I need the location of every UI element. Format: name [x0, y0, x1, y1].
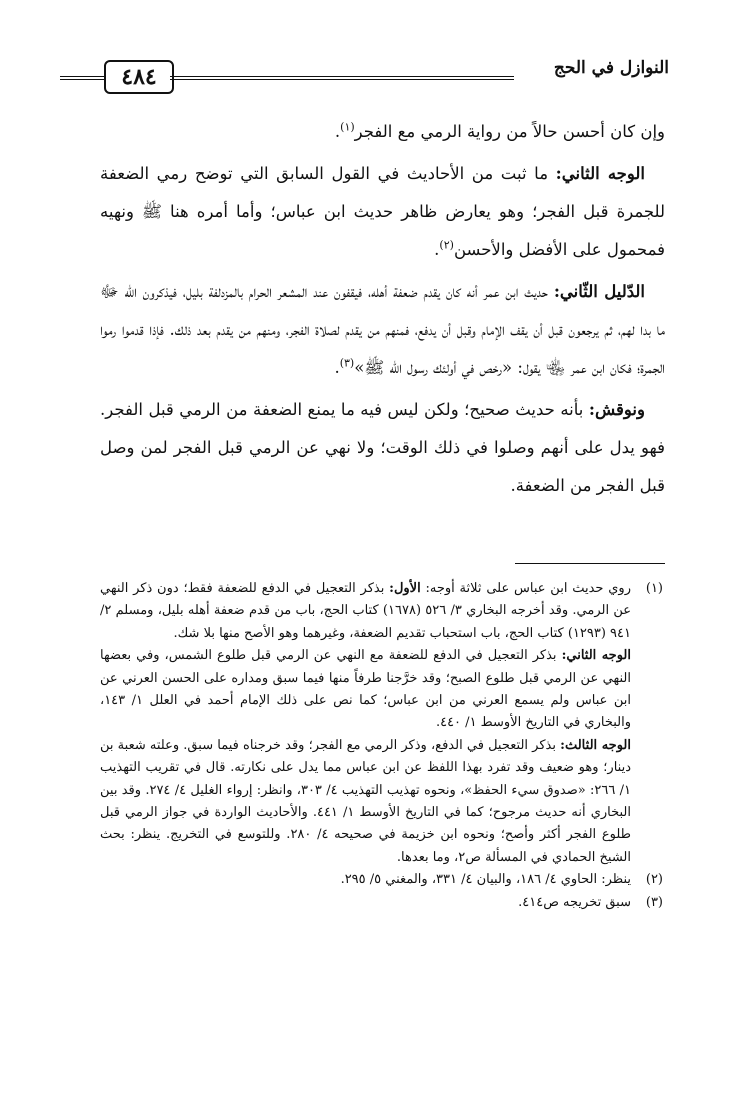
footnotes [100, 578, 663, 914]
footnote-ref[interactable]: (٢) [439, 238, 454, 252]
footnote-para [100, 735, 631, 869]
paragraph-end: . [334, 122, 341, 141]
footnote-para [100, 578, 631, 645]
footnote-para [100, 645, 631, 735]
paragraph-text: وإن كان أحسن حالاً من رواية الرمي مع الفجر [354, 122, 665, 141]
running-title: النوازل في الحج [553, 58, 669, 78]
footnote-label: الوجه الثاني: [561, 648, 631, 664]
footnote-text: بذكر التعجيل في الدفع للضعفة فقط؛ دون ذكر النهي عن الرمي. وقد أخرجه البخاري ٣/ ٥٢٦ (١٦٧٨) كتاب الحج، باب من قدم ضعفة أهله بليل، ومسلم ٢/ ٩٤١ (١٢٩٣) كتاب الحج، باب استحباب تقديم الضعفة، وغيرهما وهو الأصح منها بلا شك. [100, 581, 631, 641]
paragraph-4 [100, 391, 665, 505]
footnote-text: روي حديث ابن عباس على ثلاثة أوجه: [420, 581, 631, 596]
section-label: الدّليل الثّاني: [553, 282, 645, 301]
paragraph-text: ما ثبت من الأحاديث في القول السابق التي توضح رمي الضعفة للجمرة قبل الفجر؛ وهو يعارض ظاهر حديث ابن عباس؛ وأما أمره هنا ﷺ ونهيه فمحمول على الأفضل والأحسن [100, 164, 665, 259]
footnote-label: الوجه الثالث: [560, 737, 631, 753]
header-rule-end [60, 76, 104, 80]
paragraph-1 [100, 113, 665, 151]
footnote-number: (١) [645, 581, 663, 596]
header-rule [170, 76, 514, 80]
paragraph-end: . [434, 240, 440, 259]
footnote-number: (٣) [645, 894, 663, 910]
footnote-number: (٢) [645, 872, 663, 888]
footnote-ref[interactable]: (١) [340, 120, 355, 134]
footnote-1 [100, 578, 663, 869]
footnote-text: سبق تخريجه ص٤١٤. [518, 894, 631, 910]
page-number: ٤٨٤ [104, 60, 174, 94]
paragraph-text: بأنه حديث صحيح؛ ولكن ليس فيه ما يمنع الضعفة من الرمي قبل الفجر. فهو يدل على أنهم وصلوا في ذلك الوقت؛ ولا نهي عن الرمي قبل الفجر لمن وصل قبل الفجر من الضعفة. [100, 400, 665, 495]
paragraph-text: حديث ابن عمر أنه كان يقدم ضعفة أهله، فيقفون عند المشعر الحرام بالمزدلفة بليل، فيذكرون الله ﷻ ما بدا لهم، ثم يرجعون قبل أن يقف الإمام وقبل أن يدفع، فمنهم من يقدم لصلاة الفجر، ومنهم من يقدم بعد ذلك. فإذا قدموا رموا الجمرة؛ فكان ابن عمر ﵄ يقول: «رخص في أولئك رسول الله ﷺ» [100, 282, 665, 377]
page-header [60, 54, 669, 94]
footnote-2 [100, 869, 663, 891]
paragraph-2 [100, 155, 665, 269]
footnote-separator [515, 563, 665, 564]
main-text [100, 113, 665, 509]
footnote-ref[interactable]: (٣) [339, 356, 355, 370]
paragraph-3 [100, 273, 665, 387]
footnote-label: الأول: [389, 581, 421, 596]
paragraph-end: . [334, 358, 340, 377]
section-label: ونوقش: [588, 400, 645, 419]
footnote-text: ينظر: الحاوي ٤/ ١٨٦، والبيان ٤/ ٣٣١، والمغني ٥/ ٢٩٥. [340, 872, 631, 888]
section-label: الوجه الثاني: [555, 164, 645, 183]
footnote-text: بذكر التعجيل في الدفع، وذكر الرمي مع الفجر؛ وقد خرجناه فيما سبق. وعلته شعبة بن دينار؛ وهو ضعيف وقد تفرد بهذا اللفظ عن ابن عباس مما يدل على نكارته. قال في تقريب التهذيب ١/ ٢٦٦: «صدوق سيء الحفظ»، ونحوه تهذيب التهذيب ٤/ ٣٠٣، وانظر: إرواء الغليل ٤/ ٢٧٤. وقد بين البخاري أنه حديث مرجوح؛ كما في التاريخ الأوسط ١/ ٤٤١. والأحاديث الواردة في جواز الرمي قبل طلوع الفجر أكثر وأصح؛ ونحوه ابن خزيمة في صحيحه ٤/ ٢٨٠. وللتوسع في التخريج. ينظر: بحث الشيخ الحمادي في المسألة ص٢، وما بعدها. [100, 737, 631, 865]
footnote-text: بذكر التعجيل في الدفع للضعفة مع النهي عن الرمي قبل طلوع الشمس، وفي بعضها النهي عن الرمي قبل طلوع الصبح؛ وقد خرَّجنا طرفاً منها فيما سبق ومداره على الحسن العرني عن ابن عباس ولم يسمع العرني من ابن عباس؛ كما نص على ذلك الإمام أحمد في العلل ١/ ١٤٣، والبخاري في التاريخ الأوسط ١/ ٤٤٠. [100, 648, 631, 731]
footnote-3 [100, 892, 663, 914]
